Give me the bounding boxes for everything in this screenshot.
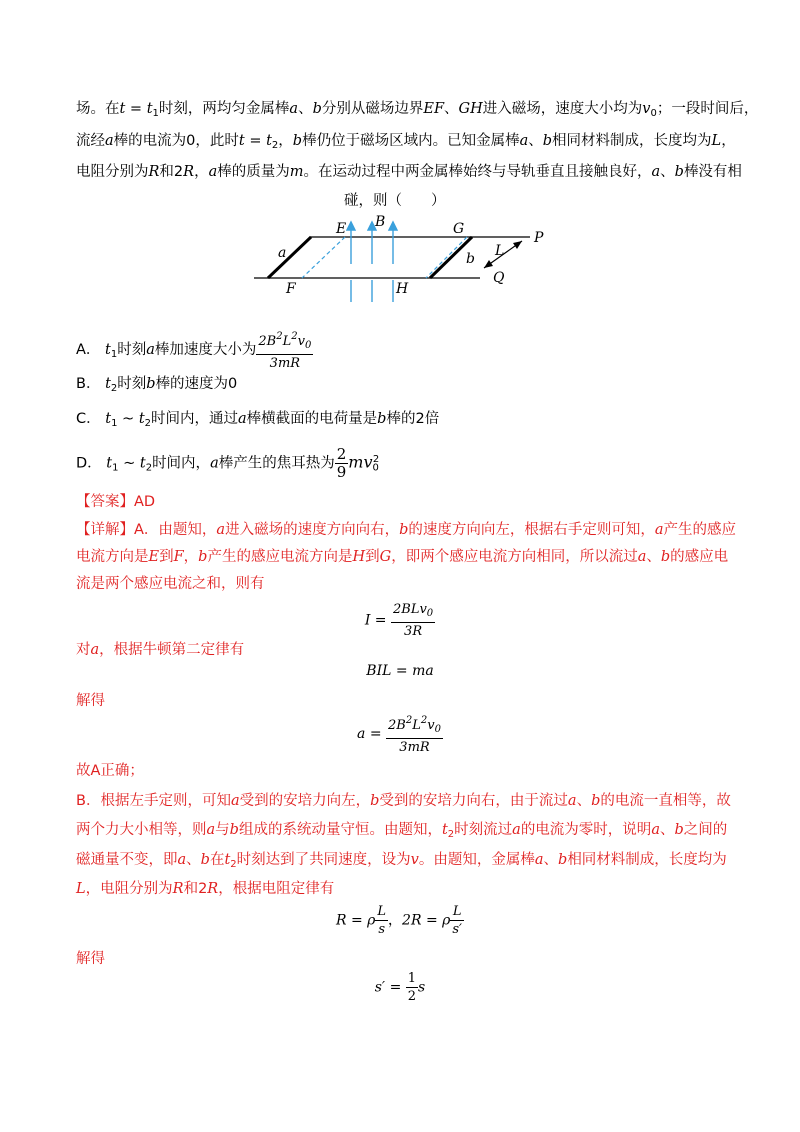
label-b: b: [466, 251, 475, 267]
option-d[interactable]: D． $t_1$ ~ $t_2$时间内，a棒产生的焦耳热为 $\frac{2}{9}$ $mv_0^2$: [76, 445, 380, 481]
explanation-line-7: B．根据左手定则，可知a受到的安培力向左，b受到的安培力向右，由于流过a、b的电流一直相等，故: [76, 793, 731, 809]
explanation-line-10: L，电阻分别为R和2R，根据电阻定律有: [76, 881, 335, 897]
option-b[interactable]: B． $t_2$时刻b棒的速度为0: [76, 376, 238, 394]
explanation-line-5: 解得: [76, 693, 105, 709]
label-H: H: [396, 281, 409, 297]
label-a: a: [278, 245, 287, 261]
equation-resistance: R = ρ $\frac{L}{s}$ ，2R = ρ $\frac{L}{s'}$: [335, 904, 463, 937]
explanation-line-2: 电流方向是E到F，b产生的感应电流方向是H到G，即两个感应电流方向相同，所以流过a、b的感应电: [76, 549, 729, 565]
explanation-line-4: 对a，根据牛顿第二定律有: [76, 642, 245, 658]
answer-line: 【答案】AD: [76, 494, 156, 510]
rails-diagram: [250, 212, 550, 304]
equation-current: I = $\frac{2BLv_0}{3R}$: [364, 602, 434, 639]
explanation-line-6: 故A正确；: [76, 763, 144, 779]
label-L: L: [495, 243, 505, 259]
option-c[interactable]: C． $t_1$ ~ $t_2$时间内，通过a棒横截面的电荷量是b棒的2倍: [76, 411, 440, 429]
question-line-2: 流经a棒的电流为0，此时$t = t_2$，b棒仍位于磁场区域内。已知金属棒a、b相同材料制成，长度均为L，: [76, 133, 736, 151]
question-line-3: 电阻分别为R和2R，a棒的质量为m。在运动过程中两金属棒始终与导轨垂直且接触良好，a、b棒没有相: [76, 164, 742, 180]
option-a[interactable]: A． $t_1$时刻a棒加速度大小为 $\frac{2B^2L^2v_0}{3mR}$: [76, 328, 313, 372]
label-F: F: [286, 281, 296, 297]
explanation-line-3: 流是两个感应电流之和，则有: [76, 576, 265, 592]
question-line-1: 场。在$t = t_1$时刻，两均匀金属棒a、b分别从磁场边界EF、GH进入磁场，速度大小均为$v_0$；一段时间后，: [76, 101, 759, 119]
explanation-line-11: 解得: [76, 951, 105, 967]
label-P: P: [534, 230, 544, 246]
explanation-line-9: 磁通量不变，即a、b在$t_2$时刻达到了共同速度，设为v。由题知，金属棒a、b相同材料制成，长度均为: [76, 852, 727, 870]
label-B: B: [375, 214, 386, 230]
question-line-4: 碰，则（ ）: [344, 193, 446, 209]
equation-area: s′ = $\frac{1}{2}$ s: [374, 971, 426, 1004]
label-Q: Q: [493, 270, 505, 286]
explanation-line-1: 【详解】A．由题知，a进入磁场的速度方向向右，b的速度方向向左，根据右手定则可知，a产生的感应: [76, 522, 737, 538]
explanation-line-8: 两个力大小相等，则a与b组成的系统动量守恒。由题知，$t_2$时刻流过a的电流为零时，说明a、b之间的: [76, 822, 728, 840]
equation-newton: BIL = ma: [366, 663, 434, 679]
label-G: G: [453, 221, 465, 237]
label-E: E: [336, 221, 347, 237]
equation-acceleration: a = $\frac{2B^2L^2v_0}{3mR}$: [0, 712, 800, 756]
